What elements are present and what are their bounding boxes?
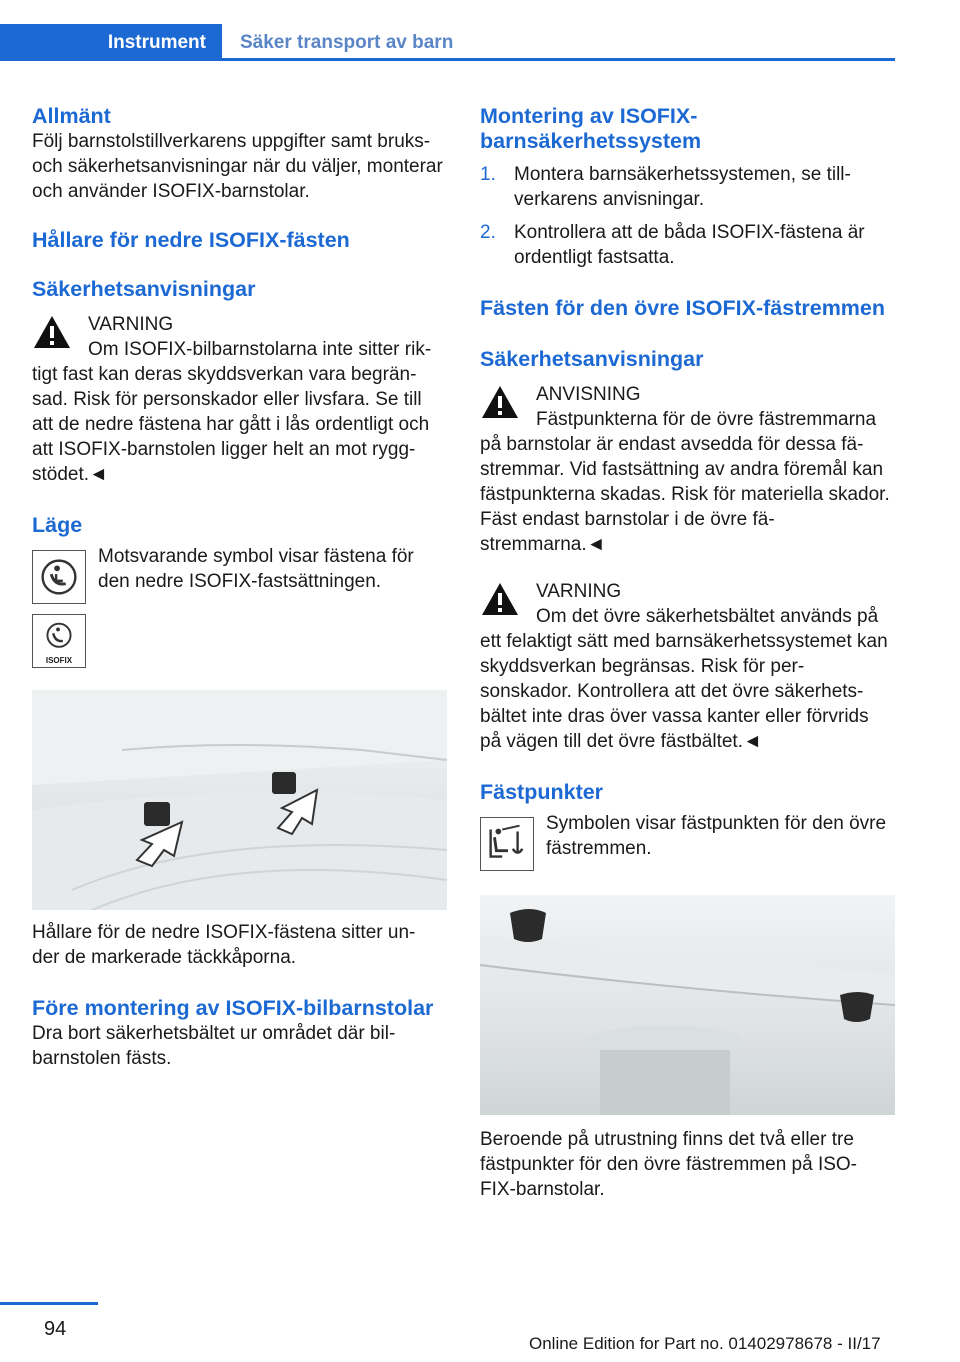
child-seat-symbol-icon [32,550,86,604]
right-column [480,100,895,1202]
anchor-points-text: Symbolen visar fästpunkten för den övre fästremmen. [546,813,887,859]
notice-text: på barnstolar är endast avsedda för dessa fä- stremmar. Vid fastsättning av andra föremål kan fästpunkterna skadas. Risk för materiella skador. Fäst endast barnstolar i de övre fä- stremmarna.◄ [480,434,890,555]
top-tether-symbol-icon [480,817,534,871]
notice-label: ANVISNING [536,384,641,405]
warning-block [480,579,895,754]
holders-heading: Hållare för nedre ISOFIX-fästen [32,228,350,252]
notice-block [480,382,895,557]
page-number: 94 [44,1318,67,1340]
step-text: Kontrollera att de båda ISOFIX-fästena är ordentligt fastsatta. [514,222,865,268]
footer-rule [0,1302,98,1305]
step-text: Montera barnsäkerhetssystemen, se till- verkarens anvisningar. [514,164,851,210]
upper-anchor-heading: Fästen för den övre ISOFIX-fästremmen [480,296,886,320]
warning-triangle-icon [32,314,72,350]
position-symbol-row [32,544,447,668]
position-text: Motsvarande symbol visar fästena för den nedre ISOFIX-fastsättningen. [98,546,414,592]
warning-triangle-icon [480,581,520,617]
header-rule [0,58,895,61]
anchor-points-heading: Fästpunkter [480,780,604,804]
mount-heading: Montering av ISOFIX-barnsäkerhetssystem [480,104,702,153]
isofix-label: ISOFIX [45,656,73,665]
warning-text: tigt fast kan deras skyddsverkan vara begrän- sad. Risk för personskador eller livsfara. Se till att de nedre fästena har gått i lås ordentligt och att ISOFIX-barnstolen ligger helt an mot rygg- stödet.◄ [32,364,430,485]
intro-heading: Allmänt [32,104,111,128]
upper-anchor-photo [480,895,895,1115]
warning-first-line: Om det övre säkerhetsbältet används på [536,606,879,627]
lower-anchor-photo [32,690,447,910]
warning-block [32,312,447,487]
chapter-tab: Säker transport av barn [240,31,454,53]
header-bar [0,24,895,61]
warning-label: VARNING [88,314,174,335]
section-tab: Instrument [0,24,222,61]
intro-text: Följ barnstolstillverkarens uppgifter samt bruks- och säkerhetsanvisningar när du väljer, monterar och använder ISOFIX-barnstolar. [32,131,443,202]
position-heading: Läge [32,513,83,537]
warning-triangle-icon [480,384,520,420]
edition-text: Online Edition for Part no. 01402978678 - II/17 [529,1334,881,1353]
before-mount-heading: Före montering av ISOFIX-bilbarnstolar [32,996,434,1020]
mount-steps [480,162,895,270]
warning-label: VARNING [536,581,622,602]
warning-text: ett felaktigt sätt med barnsäkerhetssystemet kan skyddsverkan begränsas. Risk för per- sonskador. Kontrollera att det övre säkerhets- bältet inte dras över vassa kanter eller förvrids på vägen till det övre fästbältet.◄ [480,631,888,752]
anchor-symbol-row [480,811,895,875]
step-number: 2. [480,222,496,243]
step-number: 1. [480,164,496,185]
lower-photo-caption: Hållare för de nedre ISOFIX-fästena sitter un- der de markerade täckkåporna. [32,922,416,968]
left-column [32,100,447,1071]
list-item [480,220,895,270]
notice-first-line: Fästpunkterna för de övre fästremmarna [536,409,877,430]
upper-photo-caption: Beroende på utrustning finns det två eller tre fästpunkter för den övre fästremmen på ISO- FIX-barnstolar. [480,1129,858,1200]
warning-first-line: Om ISOFIX-bilbarnstolarna inte sitter rik- [88,339,432,360]
before-mount-text: Dra bort säkerhetsbältet ur området där bil- barnstolen fästs. [32,1023,396,1069]
safety-heading: Säkerhetsanvisningar [480,347,704,371]
safety-heading: Säkerhetsanvisningar [32,277,256,301]
list-item [480,162,895,212]
